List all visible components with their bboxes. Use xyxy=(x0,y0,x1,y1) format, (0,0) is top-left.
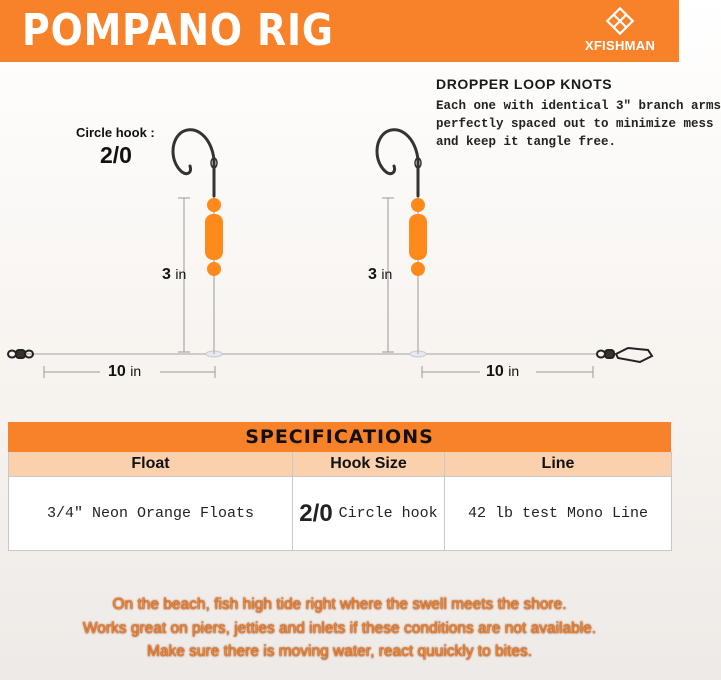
specifications-table xyxy=(8,452,672,551)
page-title: POMPANO RIG xyxy=(22,5,334,56)
right-branch-length-unit: in xyxy=(381,266,393,282)
left-spacing-length xyxy=(108,363,141,381)
left-circle-hook-icon xyxy=(173,130,217,196)
right-spacing-length xyxy=(486,363,519,381)
left-branch-length xyxy=(162,266,186,284)
knots-desc-line: perfectly spaced out to minimize mess xyxy=(436,117,714,131)
left-branch-length-value: 3 xyxy=(162,266,171,283)
right-spacing-length-unit: in xyxy=(508,363,520,379)
knots-desc-line: Each one with identical 3" branch arms xyxy=(436,99,721,113)
circle-hook-label: Circle hook : xyxy=(76,125,155,140)
knots-desc-line: and keep it tangle free. xyxy=(436,135,617,149)
usage-tips xyxy=(0,593,679,664)
right-branch-length-value: 3 xyxy=(368,266,377,283)
right-spacing-length-value: 10 xyxy=(486,363,504,380)
usage-tip-line: Make sure there is moving water, react quuickly to bites. xyxy=(146,643,533,660)
brand-name: XFISHMAN xyxy=(584,38,656,53)
hook-size-value xyxy=(293,477,445,551)
right-circle-hook-icon xyxy=(377,130,421,196)
usage-tip-line: Works great on piers, jetties and inlets if these conditions are not available. xyxy=(82,619,597,637)
column-header-hook-size: Hook Size xyxy=(293,452,445,477)
specifications-title: SPECIFICATIONS xyxy=(245,426,434,448)
right-float xyxy=(409,198,427,276)
snap-swivel-icon xyxy=(597,348,652,362)
circle-hook-size: 2/0 xyxy=(100,142,132,168)
column-header-float: Float xyxy=(9,452,293,477)
hook-size-number: 2/0 xyxy=(299,499,333,527)
left-spacing-length-value: 10 xyxy=(108,363,126,380)
right-branch-length xyxy=(368,266,392,284)
specifications-header xyxy=(8,422,671,452)
column-header-line: Line xyxy=(445,452,672,477)
usage-tip-line: On the beach, fish high tide right where the swell meets the shore. xyxy=(112,596,567,613)
left-branch-length-unit: in xyxy=(175,266,187,282)
left-spacing-length-unit: in xyxy=(130,363,142,379)
knots-heading: DROPPER LOOP KNOTS xyxy=(436,76,613,92)
hook-type: Circle hook xyxy=(338,505,438,522)
left-float xyxy=(205,198,223,276)
line-value: 42 lb test Mono Line xyxy=(445,477,672,551)
float-value: 3/4" Neon Orange Floats xyxy=(9,477,293,551)
